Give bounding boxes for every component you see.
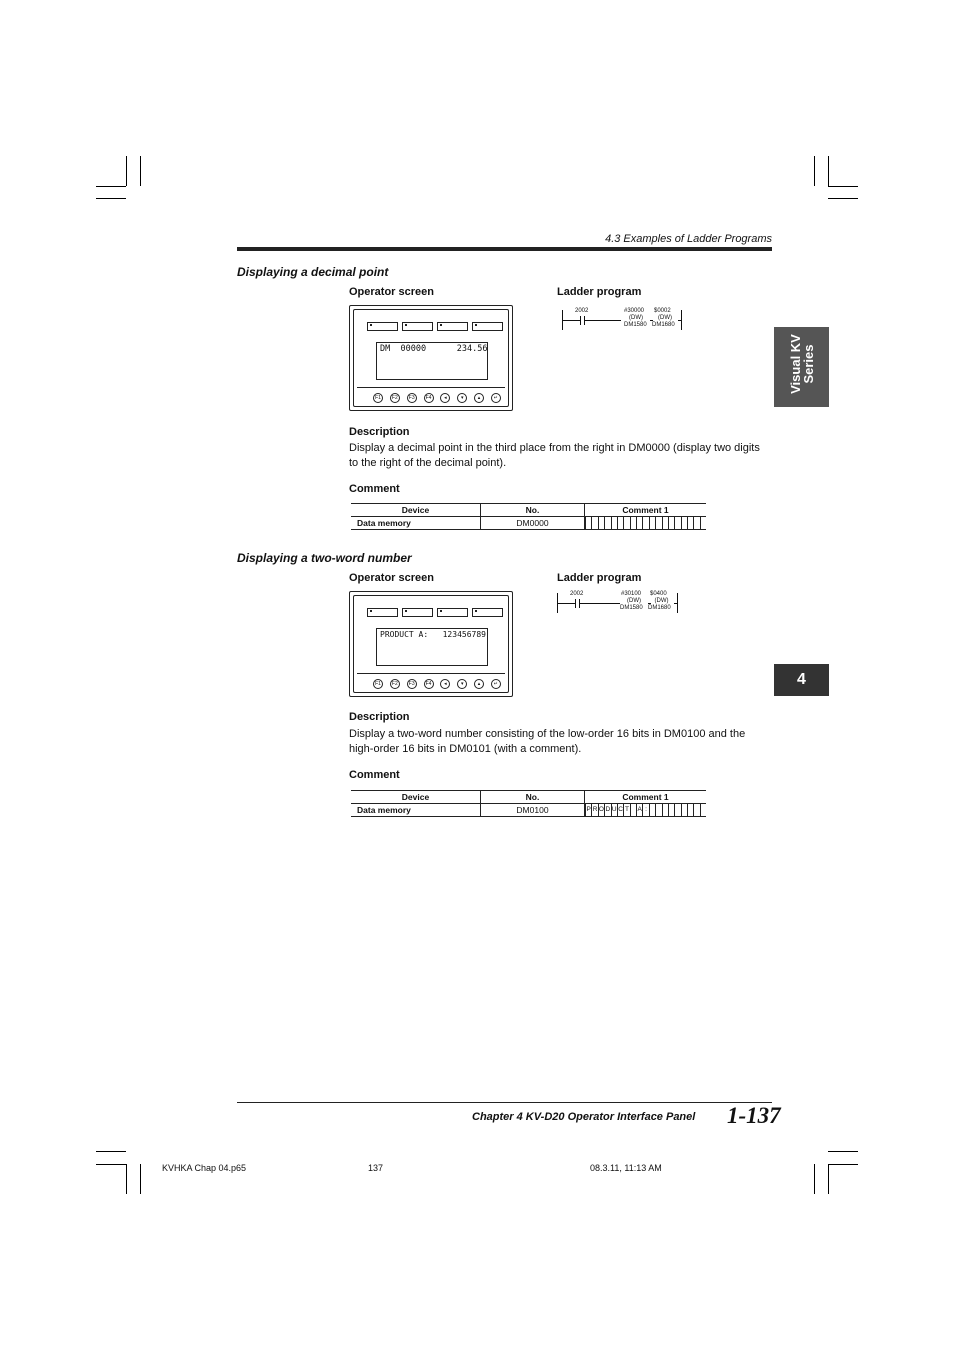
table-header: Device — [351, 791, 481, 804]
table-header: Comment 1 — [585, 791, 707, 804]
function-key[interactable] — [367, 608, 398, 617]
description-label: Description — [349, 426, 410, 438]
operator-panel — [349, 305, 513, 411]
panel-button[interactable]: F2 — [390, 393, 400, 403]
dw-instruction: (DW) — [629, 315, 643, 321]
panel-button[interactable]: ↵ — [491, 393, 501, 403]
function-key[interactable] — [367, 322, 398, 331]
function-key[interactable] — [437, 608, 468, 617]
table-header: Device — [351, 504, 481, 517]
panel-button[interactable]: F1 — [373, 679, 383, 689]
dw-instruction: (DW) — [627, 598, 641, 604]
comment-cells — [585, 517, 707, 530]
contact-icon — [575, 599, 576, 608]
table-header: Comment 1 — [585, 504, 707, 517]
chapter-tab: 4 — [774, 664, 829, 696]
crop-mark — [140, 1164, 141, 1194]
header-rule — [237, 247, 772, 251]
dw-instruction: (DW) — [658, 315, 672, 321]
ladder-diagram — [560, 308, 685, 332]
table-header: No. — [481, 504, 585, 517]
slug-file: KVHKA Chap 04.p65 — [162, 1163, 247, 1173]
operand-label: DM1680 — [652, 322, 675, 328]
panel-button[interactable]: ▾ — [457, 393, 467, 403]
crop-mark — [140, 156, 141, 186]
instruction-label: DW — [656, 598, 667, 604]
dw-instruction: (DW) — [654, 598, 669, 604]
description-label: Description — [349, 711, 410, 723]
table-cell: Data memory — [351, 517, 481, 530]
table-row — [351, 517, 706, 530]
ladder-program-label: Ladder program — [557, 286, 642, 298]
crop-mark — [828, 186, 858, 187]
panel-button[interactable]: ◂ — [440, 393, 450, 403]
operand-label: DM1580 — [624, 322, 647, 328]
crop-mark — [126, 1164, 127, 1194]
operator-panel — [349, 591, 513, 697]
operand-label: $0400 — [650, 591, 667, 597]
operand-label: DM1580 — [620, 605, 643, 611]
section-title: Displaying a decimal point — [237, 265, 389, 279]
operand-label: #30100 — [621, 591, 642, 597]
panel-button[interactable]: F3 — [407, 679, 417, 689]
operator-screen-label: Operator screen — [349, 286, 434, 298]
comment-label: Comment — [349, 769, 400, 781]
panel-display: PRODUCT A: 123456789 — [376, 628, 488, 666]
panel-button[interactable]: ◂ — [440, 679, 450, 689]
description-text: Display a decimal point in the third place from the right in DM0000 (display two digits to the right of the decimal point). — [349, 442, 760, 469]
crop-mark — [814, 1164, 815, 1194]
function-key[interactable] — [472, 322, 503, 331]
crop-mark — [96, 186, 126, 187]
side-tab-title: Visual KV — [788, 334, 803, 394]
crop-mark — [814, 156, 815, 186]
crop-mark — [828, 1151, 858, 1152]
panel-button-bar — [357, 387, 505, 410]
section-title: Displaying a two-word number — [237, 551, 412, 565]
comment-table — [351, 503, 706, 530]
ladder-program-label: Ladder program — [557, 572, 642, 584]
slug-page: 137 — [368, 1163, 384, 1173]
comment-table — [351, 790, 706, 817]
page-number: 1-137 — [727, 1103, 781, 1128]
panel-display: DM 00000 234.56 — [376, 342, 488, 380]
running-head: 4.3 Examples of Ladder Programs — [605, 233, 772, 245]
function-key[interactable] — [472, 608, 503, 617]
panel-button[interactable]: F4 — [424, 393, 434, 403]
contact-label: 2002 — [575, 308, 589, 314]
panel-button[interactable]: F4 — [424, 679, 434, 689]
instruction-label: DW — [631, 315, 641, 321]
table-cell: DM0100 — [481, 804, 585, 817]
panel-button[interactable]: ↵ — [491, 679, 501, 689]
table-header: No. — [481, 791, 585, 804]
panel-button[interactable]: ▾ — [457, 679, 467, 689]
panel-button[interactable]: F1 — [373, 393, 383, 403]
description-text: Display a two-word number consisting of the low-order 16 bits in DM0100 and the high-order 16 bits in DM0101 (with a comment). — [349, 728, 746, 755]
function-key-row — [367, 608, 503, 617]
operand-label: $0002 — [654, 308, 671, 314]
function-key[interactable] — [437, 322, 468, 331]
operator-screen-label: Operator screen — [349, 572, 434, 584]
side-tab-subtitle: Series — [801, 344, 816, 384]
crop-mark — [96, 1151, 126, 1152]
contact-label: 2002 — [570, 591, 584, 597]
ladder-diagram — [555, 591, 680, 615]
panel-button[interactable]: ▴ — [474, 393, 484, 403]
table-cell: DM0000 — [481, 517, 585, 530]
crop-mark — [828, 1164, 858, 1165]
panel-button[interactable]: F2 — [390, 679, 400, 689]
function-key[interactable] — [402, 608, 433, 617]
footer-rule — [237, 1102, 772, 1103]
crop-mark — [828, 1164, 829, 1194]
operand-label: #30000 — [624, 308, 645, 314]
side-tab-series — [774, 327, 829, 407]
crop-mark — [828, 156, 829, 186]
panel-button[interactable]: F3 — [407, 393, 417, 403]
operand-label: DM1680 — [648, 605, 671, 611]
crop-mark — [96, 1164, 126, 1165]
slug-date: 08.3.11, 11:13 AM — [590, 1163, 662, 1173]
comment-label: Comment — [349, 483, 400, 495]
instruction-label: DW — [660, 315, 670, 321]
crop-mark — [126, 156, 127, 186]
panel-button[interactable]: ▴ — [474, 679, 484, 689]
footer-chapter: Chapter 4 KV-D20 Operator Interface Panel — [472, 1111, 696, 1123]
comment-cells: P R O D U C T A : — [585, 804, 707, 817]
table-cell: Data memory — [351, 804, 481, 817]
crop-mark — [96, 198, 126, 199]
function-key-row — [367, 322, 503, 331]
table-row — [351, 804, 706, 817]
function-key[interactable] — [402, 322, 433, 331]
instruction-label: DW — [629, 598, 639, 604]
crop-mark — [828, 198, 858, 199]
contact-icon — [580, 316, 581, 325]
panel-button-bar — [357, 673, 505, 696]
